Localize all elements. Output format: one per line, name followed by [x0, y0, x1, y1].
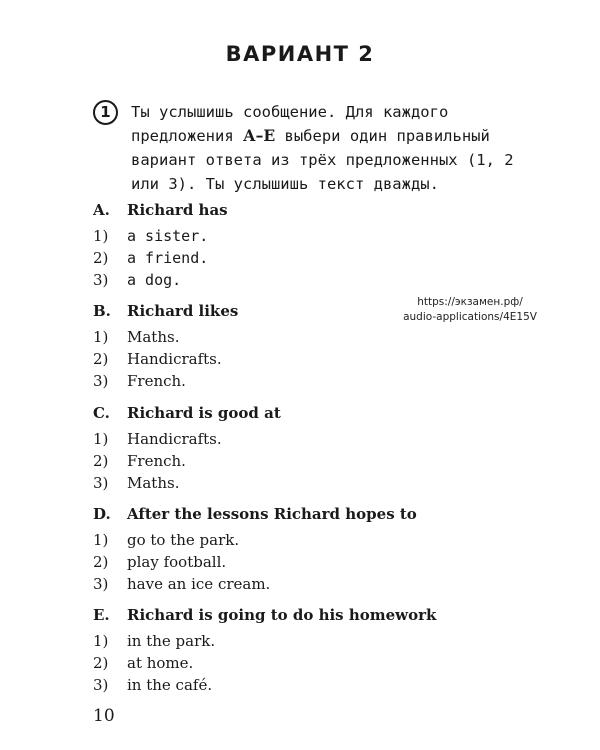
- question-c: [93, 402, 533, 494]
- answer-option: 3) have an ice cream.: [93, 575, 271, 593]
- task-instruction: [131, 100, 529, 196]
- answer-option: 2) French.: [93, 452, 186, 470]
- instruction-line-4: или 3). Ты услышишь текст дважды.: [131, 175, 439, 193]
- question-d: [93, 503, 533, 595]
- task-number-badge: 1: [93, 100, 118, 125]
- instruction-line-2: предложения А–Е выбери один правильный: [131, 126, 490, 145]
- question-b: [93, 300, 533, 392]
- question-stem: E. Richard is going to do his homework: [93, 606, 437, 624]
- answer-option: 1) in the park.: [93, 632, 216, 650]
- question-letter: A.: [93, 201, 110, 219]
- question-a: [93, 199, 533, 291]
- question-stem: C. Richard is good at: [93, 404, 281, 422]
- question-stem: B. Richard likes: [93, 302, 239, 320]
- answer-option: 3) French.: [93, 372, 186, 390]
- answer-option: 1) Maths.: [93, 328, 180, 346]
- answer-option: 2) play football.: [93, 553, 227, 571]
- question-letter: B.: [93, 302, 111, 320]
- watermark-url: https://экзамен.рф/ audio-applications/4E15V: [403, 296, 537, 323]
- answer-option: 3) in the café.: [93, 676, 213, 694]
- answer-option: 1) go to the park.: [93, 531, 240, 549]
- answer-option: 3) a dog.: [93, 271, 182, 289]
- answer-option: 2) at home.: [93, 654, 194, 672]
- answer-option: 2) a friend.: [93, 249, 209, 267]
- answer-option: 1) Handicrafts.: [93, 430, 222, 448]
- question-letter: E.: [93, 606, 110, 624]
- instruction-line-1: Ты услышишь сообщение. Для каждого: [131, 103, 449, 121]
- question-letter: C.: [93, 404, 110, 422]
- question-stem: D. After the lessons Richard hopes to: [93, 505, 417, 523]
- page-number: 10: [93, 706, 115, 726]
- answer-option: 2) Handicrafts.: [93, 350, 222, 368]
- answer-option: 1) a sister.: [93, 227, 209, 245]
- instruction-bold-range: А–Е: [242, 126, 276, 145]
- question-e: [93, 604, 533, 696]
- page-title: ВАРИАНТ 2: [225, 42, 375, 66]
- question-stem: A. Richard has: [93, 201, 228, 219]
- answer-option: 3) Maths.: [93, 474, 180, 492]
- question-letter: D.: [93, 505, 111, 523]
- instruction-line-3: вариант ответа из трёх предложенных (1, 2: [131, 151, 514, 169]
